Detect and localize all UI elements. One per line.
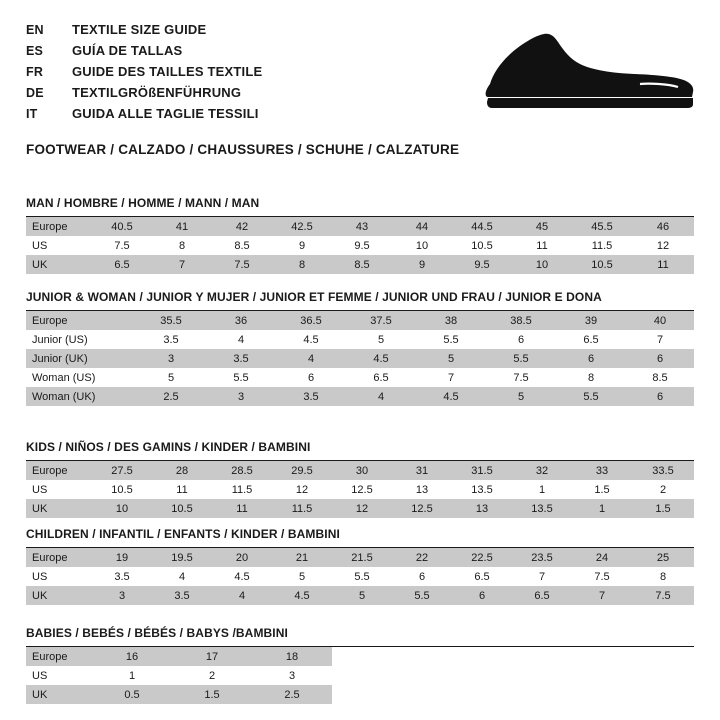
cell: 36 [206,311,276,330]
cell: 9.5 [332,236,392,255]
cell: 5 [416,349,486,368]
cell: 19.5 [152,548,212,567]
cell: 36.5 [276,311,346,330]
cell: 9.5 [452,255,512,274]
table-row [26,666,332,685]
cell: 33.5 [632,461,694,480]
table-row [26,217,694,236]
table-row [26,255,694,274]
cell: 8.5 [332,255,392,274]
cell: 10 [512,255,572,274]
row-label: Junior (US) [26,330,136,349]
table-row [26,586,694,605]
cell: 7.5 [632,586,694,605]
cell: 13 [392,480,452,499]
cell: 6 [626,349,694,368]
cell: 12.5 [392,499,452,518]
cell: 3 [92,586,152,605]
cell: 11.5 [212,480,272,499]
cell: 13.5 [512,499,572,518]
cell: 33 [572,461,632,480]
cell: 46 [632,217,694,236]
table-row [26,236,694,255]
cell: 11.5 [272,499,332,518]
cell: 40 [626,311,694,330]
cell: 13.5 [452,480,512,499]
section-title: CHILDREN / INFANTIL / ENFANTS / KINDER / BAMBINI [26,527,340,541]
cell: 7.5 [486,368,556,387]
cell: 5 [272,567,332,586]
row-label: UK [26,255,92,274]
cell: 1 [92,666,172,685]
cell: 4.5 [272,586,332,605]
cell: 43 [332,217,392,236]
cell: 12 [632,236,694,255]
row-label: Europe [26,311,136,330]
cell: 5 [136,368,206,387]
cell: 3.5 [206,349,276,368]
cell: 16 [92,647,172,666]
language-title: TEXTILE SIZE GUIDE [72,22,207,37]
cell: 2.5 [136,387,206,406]
cell: 22 [392,548,452,567]
size-table-kids [26,461,694,518]
language-title: TEXTILGRÖßENFÜHRUNG [72,85,242,100]
row-label: UK [26,499,92,518]
cell: 12.5 [332,480,392,499]
cell: 4.5 [416,387,486,406]
row-label: Woman (US) [26,368,136,387]
cell: 5.5 [416,330,486,349]
cell: 8.5 [212,236,272,255]
row-label: Europe [26,548,92,567]
cell: 22.5 [452,548,512,567]
cell: 3.5 [276,387,346,406]
row-label: Europe [26,647,92,666]
cell: 29.5 [272,461,332,480]
cell: 18 [252,647,332,666]
cell: 10 [392,236,452,255]
cell: 12 [272,480,332,499]
cell: 5 [486,387,556,406]
row-label: UK [26,586,92,605]
cell: 10 [92,499,152,518]
size-table-children [26,548,694,605]
cell: 6.5 [452,567,512,586]
language-code: FR [26,65,44,79]
row-label: Woman (UK) [26,387,136,406]
language-code: EN [26,23,44,37]
table-row [26,647,332,666]
cell: 10.5 [572,255,632,274]
cell: 5.5 [332,567,392,586]
section-man [26,196,694,274]
cell: 4 [276,349,346,368]
cell: 6 [392,567,452,586]
cell: 5 [346,330,416,349]
cell: 6.5 [512,586,572,605]
cell: 3 [252,666,332,685]
cell: 21.5 [332,548,392,567]
cell: 7.5 [572,567,632,586]
row-label: Europe [26,217,92,236]
cell: 38 [416,311,486,330]
cell: 10.5 [452,236,512,255]
cell: 37.5 [346,311,416,330]
section-title: BABIES / BEBÉS / BÉBÉS / BABYS /BAMBINI [26,626,288,640]
cell: 7 [572,586,632,605]
cell: 4 [212,586,272,605]
language-code: DE [26,86,44,100]
table-row [26,461,694,480]
cell: 44 [392,217,452,236]
cell: 31.5 [452,461,512,480]
cell: 2.5 [252,685,332,704]
table-row [26,499,694,518]
language-title: GUIDE DES TAILLES TEXTILE [72,64,263,79]
cell: 3.5 [92,567,152,586]
cell: 2 [172,666,252,685]
cell: 8.5 [626,368,694,387]
cell: 5.5 [556,387,626,406]
cell: 0.5 [92,685,172,704]
cell: 8 [272,255,332,274]
language-title: GUÍA DE TALLAS [72,43,183,58]
cell: 8 [632,567,694,586]
table-row [26,349,694,368]
cell: 4.5 [346,349,416,368]
cell: 1 [512,480,572,499]
cell: 30 [332,461,392,480]
row-label: US [26,236,92,255]
table-row [26,368,694,387]
cell: 3 [136,349,206,368]
category-title: FOOTWEAR / CALZADO / CHAUSSURES / SCHUHE / CALZATURE [26,142,460,157]
cell: 2 [632,480,694,499]
cell: 17 [172,647,252,666]
cell: 6 [486,330,556,349]
cell: 10.5 [92,480,152,499]
row-label: US [26,666,92,685]
cell: 11 [152,480,212,499]
cell: 4.5 [212,567,272,586]
table-row [26,685,332,704]
cell: 4.5 [276,330,346,349]
row-label: Europe [26,461,92,480]
section-title: KIDS / NIÑOS / DES GAMINS / KINDER / BAMBINI [26,440,311,454]
section-babies [26,626,694,704]
cell: 1 [572,499,632,518]
cell: 4 [346,387,416,406]
cell: 11 [512,236,572,255]
dress-shoe-icon [472,22,702,122]
cell: 5.5 [392,586,452,605]
cell: 1.5 [172,685,252,704]
cell: 21 [272,548,332,567]
cell: 3.5 [152,586,212,605]
row-label: US [26,480,92,499]
table-row [26,311,694,330]
section-junior-woman [26,290,694,406]
cell: 4 [152,567,212,586]
cell: 7 [152,255,212,274]
cell: 20 [212,548,272,567]
section-title: JUNIOR & WOMAN / JUNIOR Y MUJER / JUNIOR ET FEMME / JUNIOR UND FRAU / JUNIOR E DONA [26,290,602,304]
cell: 5.5 [486,349,556,368]
language-code: ES [26,44,44,58]
cell: 8 [556,368,626,387]
cell: 11.5 [572,236,632,255]
row-label: Junior (UK) [26,349,136,368]
cell: 31 [392,461,452,480]
table-row [26,548,694,567]
cell: 40.5 [92,217,152,236]
cell: 12 [332,499,392,518]
cell: 25 [632,548,694,567]
cell: 6 [452,586,512,605]
cell: 4 [206,330,276,349]
cell: 6 [276,368,346,387]
cell: 6 [556,349,626,368]
language-title: GUIDA ALLE TAGLIE TESSILI [72,106,259,121]
cell: 5 [332,586,392,605]
cell: 13 [452,499,512,518]
size-table-man [26,217,694,274]
row-label: US [26,567,92,586]
cell: 27.5 [92,461,152,480]
row-label: UK [26,685,92,704]
cell: 19 [92,548,152,567]
cell: 9 [272,236,332,255]
cell: 11 [212,499,272,518]
cell: 7.5 [212,255,272,274]
cell: 7.5 [92,236,152,255]
cell: 41 [152,217,212,236]
cell: 3.5 [136,330,206,349]
section-children [26,527,694,605]
cell: 44.5 [452,217,512,236]
cell: 7 [416,368,486,387]
cell: 23.5 [512,548,572,567]
size-table-junior-woman [26,311,694,406]
section-title: MAN / HOMBRE / HOMME / MANN / MAN [26,196,260,210]
cell: 38.5 [486,311,556,330]
table-row [26,330,694,349]
cell: 6 [626,387,694,406]
cell: 42 [212,217,272,236]
cell: 32 [512,461,572,480]
cell: 28.5 [212,461,272,480]
cell: 39 [556,311,626,330]
cell: 6.5 [346,368,416,387]
section-kids [26,440,694,518]
cell: 11 [632,255,694,274]
table-row [26,387,694,406]
cell: 28 [152,461,212,480]
cell: 3 [206,387,276,406]
cell: 6.5 [556,330,626,349]
cell: 8 [152,236,212,255]
cell: 35.5 [136,311,206,330]
cell: 42.5 [272,217,332,236]
cell: 45.5 [572,217,632,236]
cell: 9 [392,255,452,274]
cell: 1.5 [572,480,632,499]
language-code: IT [26,107,38,121]
cell: 5.5 [206,368,276,387]
cell: 6.5 [92,255,152,274]
table-row [26,480,694,499]
cell: 24 [572,548,632,567]
cell: 10.5 [152,499,212,518]
cell: 7 [512,567,572,586]
cell: 1.5 [632,499,694,518]
cell: 45 [512,217,572,236]
size-table-babies [26,647,332,704]
table-row [26,567,694,586]
cell: 7 [626,330,694,349]
